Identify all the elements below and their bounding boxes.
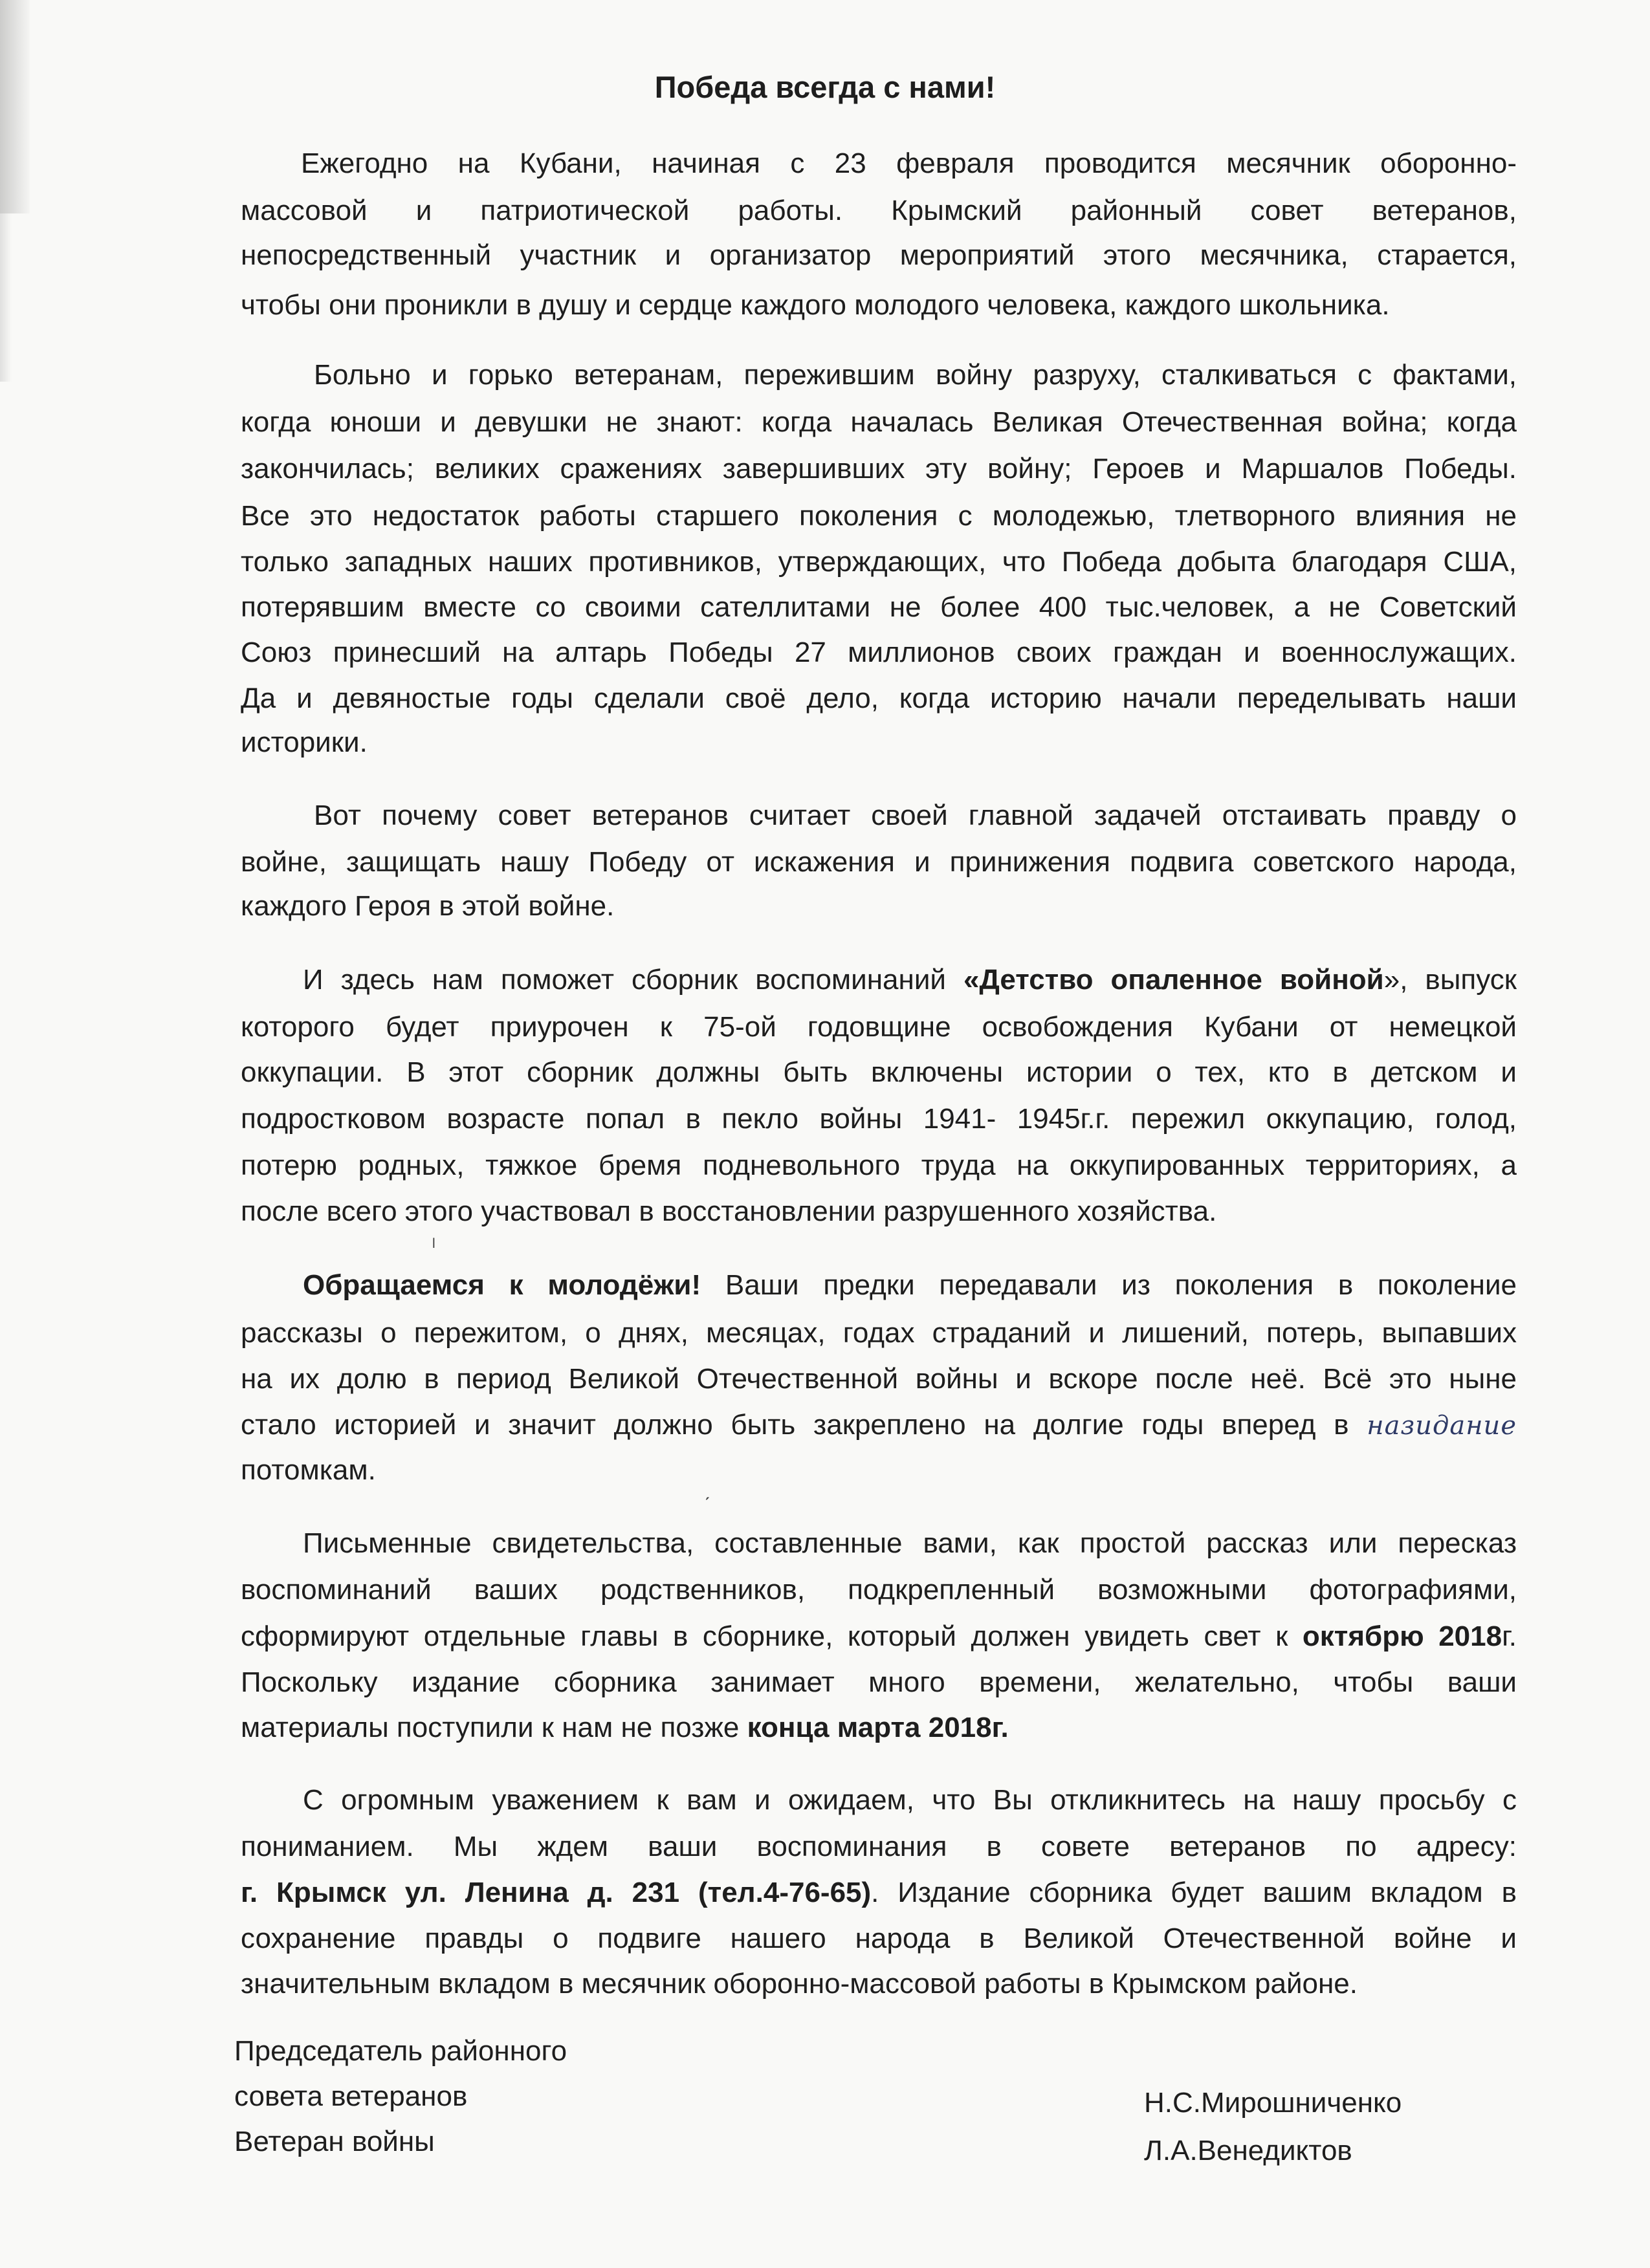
p4-line-2: которого будет приурочен к 75-ой годовщине освобождения Кубани от немецкой [241, 1011, 1517, 1043]
p5-line-1 [303, 1264, 1517, 1307]
p3-line-1: Вот почему совет ветеранов считает своей главной задачей отстаивать правду о [314, 800, 1517, 831]
p6-line-5 [241, 1706, 1517, 1749]
p2-line-2: когда юноши и девушки не знают: когда началась Великая Отечественная война; когда [241, 406, 1517, 438]
p2-line-5: только западных наших противников, утверждающих, что Победа добыта благодаря США, [241, 546, 1517, 578]
p5-line-1-text: Ваши предки передавали из поколения в поколение [701, 1269, 1517, 1301]
p6-line-1: Письменные свидетельства, составленные вами, как простой рассказ или пересказ [303, 1527, 1517, 1559]
p6-line-5-text: материалы поступили к нам не позже [241, 1712, 747, 1743]
p2-line-7: Союз принесший на алтарь Победы 27 миллионов своих граждан и военнослужащих. [241, 637, 1517, 668]
p1-line-3: непосредственный участник и организатор мероприятий этого месячника, старается, [241, 239, 1517, 271]
p4-line-6: после всего этого участвовал в восстановлении разрушенного хозяйства. [241, 1195, 1217, 1227]
p6-line-2: воспоминаний ваших родственников, подкрепленный возможными фотографиями, [241, 1574, 1517, 1606]
signature-position-1: Председатель районного [234, 2035, 567, 2067]
publication-date: октябрю 2018 [1302, 1620, 1502, 1652]
p4-line-5: потерю родных, тяжкое бремя подневольного труда на оккупированных территориях, а [241, 1150, 1517, 1181]
p3-line-2: войне, защищать нашу Победу от искажения и принижения подвига советского народа, [241, 846, 1517, 878]
p5-line-2: рассказы о пережитом, о днях, месяцах, годах страданий и лишений, потерь, выпавших [241, 1317, 1517, 1349]
p7-line-2: пониманием. Мы ждем ваши воспоминания в совете ветеранов по адресу: [241, 1831, 1517, 1862]
p7-line-4: сохранение правды о подвиге нашего народа в Великой Отечественной войне и [241, 1923, 1517, 1954]
p2-line-4: Все это недостаток работы старшего поколения с молодежью, тлетворного влияния не [241, 500, 1517, 532]
p4-line-3: оккупации. В этот сборник должны быть включены истории о тех, кто в детском и [241, 1056, 1517, 1088]
pen-mark: ˊ [704, 1494, 710, 1516]
p4-line-4: подростковом возрасте попал в пекло войны 1941- 1945г.г. пережил оккупацию, голод, [241, 1103, 1517, 1135]
p3-line-3: каждого Героя в этой войне. [241, 890, 615, 922]
p2-line-9: историки. [241, 726, 368, 758]
p4-line-1-tail: », выпуск [1383, 964, 1517, 996]
p7-line-3 [241, 1871, 1517, 1914]
p2-line-3: закончилась; великих сражениях завершивших эту войну; Героев и Маршалов Победы. [241, 453, 1517, 485]
p4-line-1 [303, 959, 1517, 1001]
p6-line-3-text: сформируют отдельные главы в сборнике, который должен увидеть свет к [241, 1620, 1303, 1652]
p7-line-3-text: . Издание сборника будет вашим вкладом в [871, 1877, 1517, 1908]
pen-mark: ˡ [432, 1236, 435, 1257]
p2-line-1: Больно и горько ветеранам, пережившим войну разруху, сталкиваться с фактами, [314, 359, 1517, 391]
p6-line-3 [241, 1615, 1517, 1658]
p1-line-4: чтобы они проникли в душу и сердце каждого молодого человека, каждого школьника. [241, 289, 1390, 321]
p2-line-8: Да и девяностые годы сделали своё дело, когда историю начали переделывать наши [241, 682, 1517, 714]
p2-line-6: потерявшим вместе со своими сателлитами не более 400 тыс.человек, а не Советский [241, 591, 1517, 623]
p5-line-3: на их долю в период Великой Отечественной войны и вскоре после неё. Всё это ныне [241, 1363, 1517, 1395]
handwritten-word: назидание [1367, 1411, 1517, 1441]
p1-line-2: массовой и патриотической работы. Крымский районный совет ветеранов, [241, 195, 1517, 226]
p1-line-1: Ежегодно на Кубани, начиная с 23 февраля проводится месячник оборонно- [301, 147, 1517, 179]
p5-line-4 [241, 1404, 1517, 1446]
p6-line-4: Поскольку издание сборника занимает много времени, желательно, чтобы ваши [241, 1666, 1517, 1698]
p5-line-4-text: стало историей и значит должно быть закреплено на долгие годы вперед в [241, 1409, 1367, 1441]
signature-position-3: Ветеран войны [234, 2126, 435, 2157]
deadline-date: конца марта 2018г. [747, 1712, 1009, 1743]
p4-line-1-text: И здесь нам поможет сборник воспоминаний [303, 964, 963, 996]
signatory-name-2: Л.А.Венедиктов [1144, 2135, 1352, 2166]
p7-line-1: С огромным уважением к вам и ожидаем, что Вы откликнитесь на нашу просьбу с [303, 1784, 1517, 1816]
document-title: Победа всегда с нами! [654, 70, 996, 104]
p6-line-3-tail: г. [1502, 1620, 1517, 1652]
appeal-heading: Обращаемся к молодёжи! [303, 1269, 701, 1301]
signatory-name-1: Н.С.Мирошниченко [1144, 2087, 1402, 2119]
signature-position-2: совета ветеранов [234, 2080, 468, 2112]
scan-shadow-lower [0, 213, 12, 382]
p5-line-5: потомкам. [241, 1454, 376, 1486]
address: г. Крымск ул. Ленина д. 231 (тел.4-76-65) [241, 1877, 872, 1908]
book-title: «Детство опаленное войной [963, 964, 1384, 996]
p7-line-5: значительным вкладом в месячник оборонно-массовой работы в Крымском районе. [241, 1968, 1358, 2000]
